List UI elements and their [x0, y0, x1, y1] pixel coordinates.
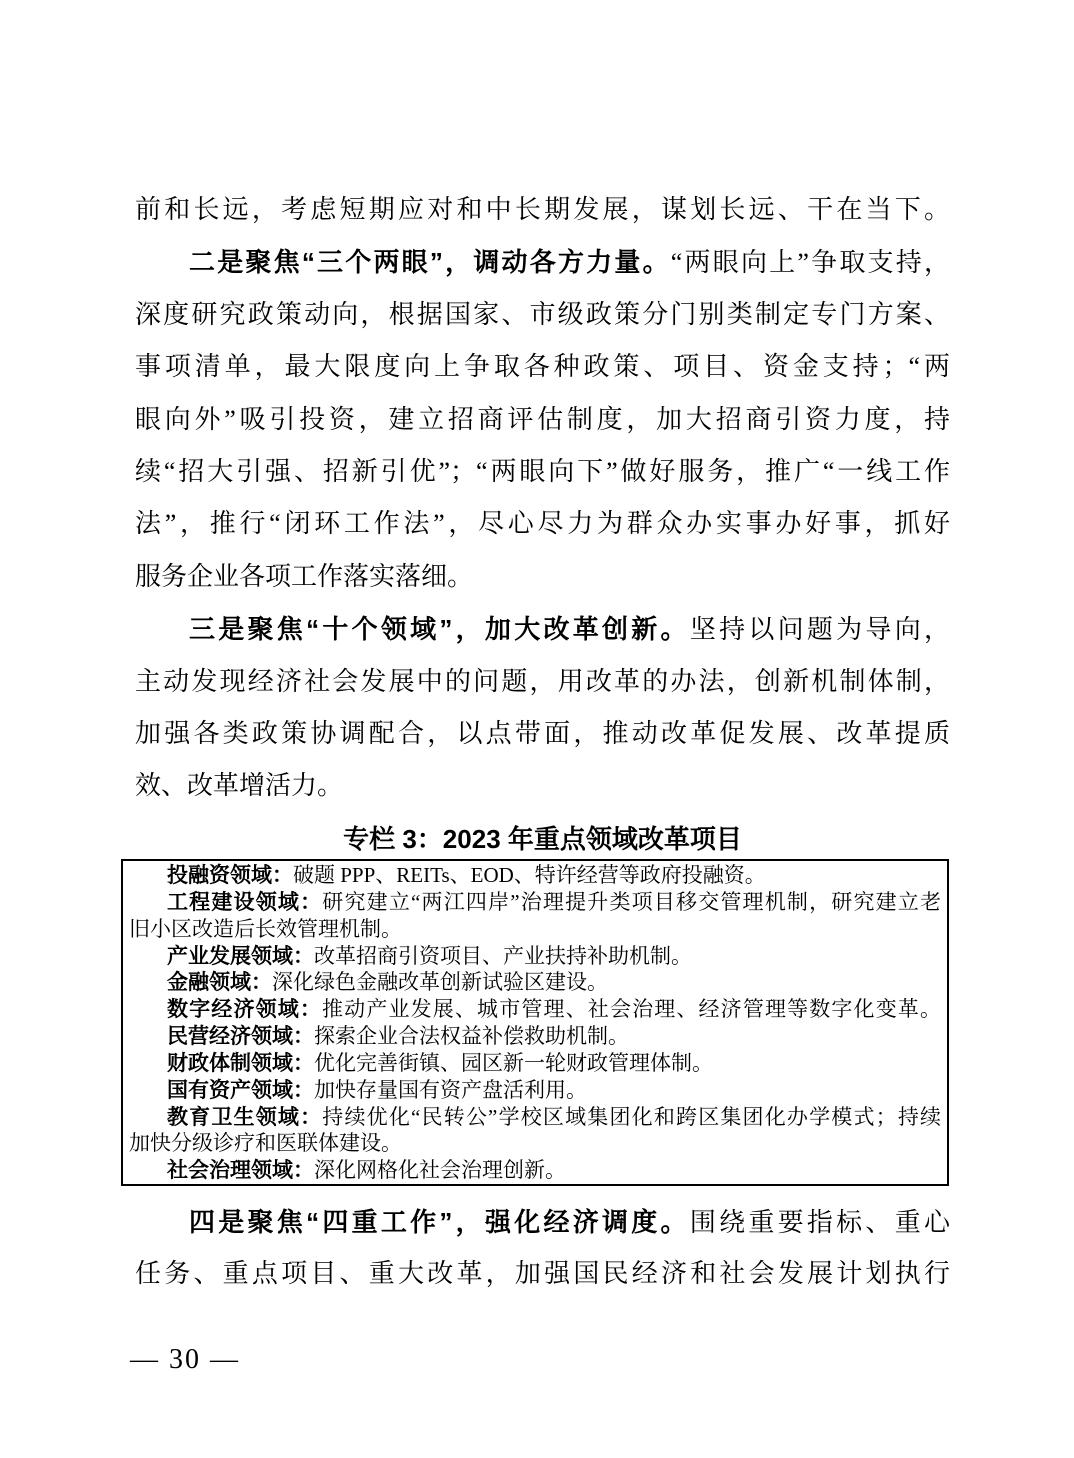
body-line [135, 551, 950, 603]
field-label: 工程建设领域： [167, 890, 323, 914]
field-label: 国有资产领域： [167, 1078, 314, 1102]
panel-row [129, 1050, 941, 1077]
body-line-text: 任务、重点项目、重大改革，加强国民经济和社会发展计划执行 [135, 1259, 950, 1289]
field-label: 投融资领域： [167, 864, 293, 887]
body-line [135, 341, 950, 393]
panel-row-text: 优化完善街镇、园区新一轮财政管理体制。 [314, 1050, 713, 1075]
panel-row-text: 旧小区改造后长效管理机制。 [129, 916, 402, 941]
body-line [135, 1248, 950, 1300]
panel-row [129, 1023, 941, 1050]
panel-row-text: 加快分级诊疗和医联体建设。 [129, 1131, 402, 1156]
panel-row-text: 推动产业发展、城市管理、社会治理、经济管理等数字化变革。 [322, 997, 941, 1022]
body-line-text: 法”，推行“闭环工作法”，尽心尽力为群众办实事办好事，抓好 [135, 509, 950, 539]
field-label: 数字经济领域： [167, 998, 323, 1022]
panel-row [129, 996, 941, 1023]
panel-box [121, 859, 949, 1186]
body-line [135, 236, 950, 288]
panel-row [129, 969, 941, 996]
paragraph-lead: 三是聚焦“十个领域”，加大改革创新。 [189, 614, 690, 645]
body-line-text: 主动发现经济社会发展中的问题，用改革的办法，创新机制体制， [135, 666, 950, 696]
panel-row-text: 破题 PPP、REITs、EOD、特许经营等政府投融资。 [293, 863, 766, 887]
body-line-text: 围绕重要指标、重心 [689, 1208, 950, 1237]
body-line [135, 498, 950, 550]
body-line [135, 603, 950, 655]
panel-row-text: 探索企业合法权益补偿救助机制。 [314, 1024, 629, 1049]
body-line [135, 656, 950, 708]
body-line [135, 708, 950, 760]
body-line-text: 加强各类政策协调配合，以点带面，推动改革促发展、改革提质 [135, 718, 950, 748]
panel-row-text: 加快存量国有资产盘活利用。 [314, 1077, 587, 1102]
body-line [135, 289, 950, 341]
page-number: — 30 — [130, 1344, 240, 1375]
body-line-text: 效、改革增活力。 [135, 771, 344, 801]
panel-row [129, 1104, 941, 1131]
main-text-block [135, 184, 950, 813]
field-label: 社会治理领域： [167, 1159, 314, 1183]
body-line [135, 184, 950, 236]
panel-row-text: 持续优化“民转公”学校区域集团化和跨区集团化办学模式；持续 [322, 1104, 942, 1129]
field-label: 金融领域： [167, 971, 272, 995]
body-line-text: 续“招大引强、招新引优”；“两眼向下”做好服务，推广“一线工作 [135, 456, 950, 486]
panel-row [129, 862, 941, 889]
panel-row [129, 1130, 941, 1157]
paragraph-lead: 四是聚焦“四重工作”，强化经济调度。 [189, 1207, 690, 1237]
body-line-text: 事项清单，最大限度向上争取各种政策、项目、资金支持；“两 [135, 352, 950, 382]
field-label: 财政体制领域： [167, 1051, 314, 1075]
panel-row [129, 1077, 941, 1104]
panel-title: 专栏 3：2023 年重点领域改革项目 [343, 824, 742, 854]
body-line-text: 深度研究政策动向，根据国家、市级政策分门别类制定专门方案、 [135, 299, 950, 329]
panel-row [129, 943, 941, 970]
body-line-text: 服务企业各项工作落实落细。 [135, 561, 474, 591]
paragraph-lead: 二是聚焦“三个两眼”，调动各方力量。 [189, 247, 671, 278]
panel-row [129, 916, 941, 943]
panel-row-text: 研究建立“两江四岸”治理提升类项目移交管理机制，研究建立老 [322, 889, 942, 914]
body-line [135, 1196, 950, 1248]
body-line-text: “两眼向上”争取支持， [670, 248, 950, 278]
field-label: 教育卫生领域： [167, 1105, 323, 1129]
field-label: 产业发展领域： [167, 944, 314, 968]
body-line [135, 760, 950, 812]
panel-row-text: 深化网格化社会治理创新。 [314, 1158, 566, 1183]
body-line [135, 446, 950, 498]
body-line [135, 394, 950, 446]
body-line-text: 眼向外”吸引投资，建立招商评估制度，加大招商引资力度，持 [135, 404, 950, 434]
panel-row-text: 深化绿色金融改革创新试验区建设。 [272, 970, 608, 995]
body-line-text: 前和长远，考虑短期应对和中长期发展，谋划长远、干在当下。 [135, 195, 950, 224]
panel-row [129, 889, 941, 916]
field-label: 民营经济领域： [167, 1025, 314, 1049]
body-line-text: 坚持以问题为导向， [689, 615, 950, 645]
panel-row-text: 改革招商引资项目、产业扶持补助机制。 [314, 943, 692, 968]
panel-row [129, 1157, 941, 1184]
closing-text-block [135, 1196, 950, 1301]
